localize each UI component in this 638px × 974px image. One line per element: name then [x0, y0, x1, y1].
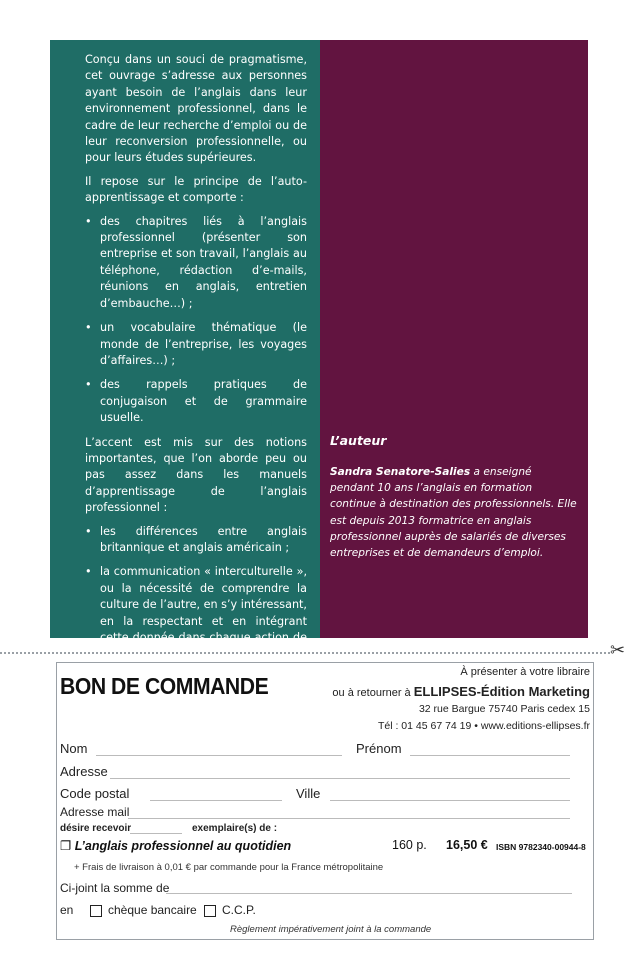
- principle-paragraph: Il repose sur le principe de l’auto-apprentissage et comporte :: [85, 174, 307, 205]
- quantity-field[interactable]: [130, 833, 182, 834]
- product-title: L’anglais professionnel au quotidien: [74, 839, 292, 853]
- nom-field[interactable]: [96, 755, 342, 756]
- present-note: À présenter à votre libraire: [460, 666, 590, 678]
- amount-field[interactable]: [166, 893, 572, 894]
- publisher-name: ELLIPSES-Édition Marketing: [413, 684, 590, 699]
- ville-field[interactable]: [330, 800, 570, 801]
- adresse-label: Adresse: [60, 764, 108, 779]
- prenom-field[interactable]: [410, 755, 570, 756]
- bullet-icon: •: [85, 565, 92, 579]
- bullet-icon: •: [85, 321, 92, 335]
- author-heading: L’auteur: [330, 433, 387, 448]
- bullet-icon: •: [85, 214, 92, 228]
- list-item: • des chapitres liés à l’anglais professionnel (présenter son entreprise et son travail, l’anglais au téléphone, rédaction d’e-mails, réunions en anglais, entretien d’embauche…) ;: [85, 214, 307, 310]
- form-title: BON DE COMMANDE: [60, 673, 269, 699]
- return-note: ou à retourner à ELLIPSES-Édition Marketing: [332, 684, 590, 699]
- prenom-label: Prénom: [356, 741, 402, 756]
- list-item: • des rappels pratiques de conjugaison et de grammaire usuelle.: [85, 378, 307, 425]
- list-item: • un vocabulaire thématique (le monde de l’entreprise, les voyages d’affaires…) ;: [85, 321, 307, 367]
- shipping-note: + Frais de livraison à 0,01 € par commande pour la France métropolitaine: [74, 862, 384, 873]
- product-pages: 160 p.: [392, 838, 427, 852]
- email-label: Adresse mail: [60, 805, 130, 819]
- list-item: • la communication « interculturelle », ou la nécessité de comprendre la culture de l’autre, en s’y intéressant, en la respectant et en intégrant cette donnée dans chaque action de communication.: [85, 565, 307, 661]
- product-row: [60, 838, 291, 853]
- checkbox-icon[interactable]: [204, 905, 216, 917]
- product-isbn: ISBN 9782340-00944-8: [496, 842, 586, 852]
- payment-note: Règlement impérativement joint à la commande: [230, 924, 432, 935]
- accent-paragraph: L’accent est mis sur des notions importantes, que l’on aborde peu ou pas assez dans les manuels d’apprentissage de l’anglais professionnel :: [85, 435, 307, 515]
- author-bio: Sandra Senatore-Salies a enseigné pendant 10 ans l’anglais en formation continue à destination des professionnels. Elle est depuis 2013 formatrice en anglais professionnel auprès de salariés de diverses entreprises et de demandeurs d’emploi.: [330, 466, 577, 560]
- desire-label: désire recevoir: [60, 823, 132, 834]
- description-text: [85, 52, 307, 671]
- bullet-icon: •: [85, 524, 92, 538]
- notions-list: [85, 524, 307, 663]
- publisher-contact: Tél : 01 45 67 74 19 • www.editions-ellipses.fr: [377, 720, 590, 732]
- cheque-option[interactable]: chèque bancaire: [90, 903, 197, 917]
- checkbox-icon[interactable]: [90, 905, 102, 917]
- bullet-icon: •: [85, 378, 92, 392]
- product-price: 16,50 €: [446, 838, 488, 852]
- en-label: en: [60, 903, 74, 917]
- list-item: • les différences entre anglais britannique et anglais américain ;: [85, 524, 307, 554]
- ccp-option[interactable]: C.C.P.: [204, 903, 256, 917]
- scissors-icon: ✂: [610, 640, 626, 660]
- cut-line: [0, 652, 610, 654]
- code-postal-label: Code postal: [60, 786, 130, 801]
- code-postal-field[interactable]: [150, 800, 282, 801]
- checkbox-icon[interactable]: ❐: [60, 839, 72, 853]
- intro-paragraph: Conçu dans un souci de pragmatisme, cet ouvrage s’adresse aux personnes ayant besoin de l’anglais dans leur environnement professionnel, dans le cadre de leur recherche d’emploi ou de leur reconversion professionnelle, ou pour leurs études supérieures.: [85, 53, 307, 165]
- ci-joint-label: Ci-joint la somme de: [60, 881, 170, 895]
- author-name: Sandra Senatore-Salies: [330, 466, 471, 478]
- ville-label: Ville: [296, 786, 321, 801]
- adresse-field[interactable]: [110, 778, 570, 779]
- nom-label: Nom: [60, 741, 88, 756]
- exemplaires-label: exemplaire(s) de :: [192, 823, 278, 834]
- publisher-address: 32 rue Bargue 75740 Paris cedex 15: [418, 703, 590, 715]
- content-list: [85, 214, 307, 427]
- email-field[interactable]: [128, 818, 570, 819]
